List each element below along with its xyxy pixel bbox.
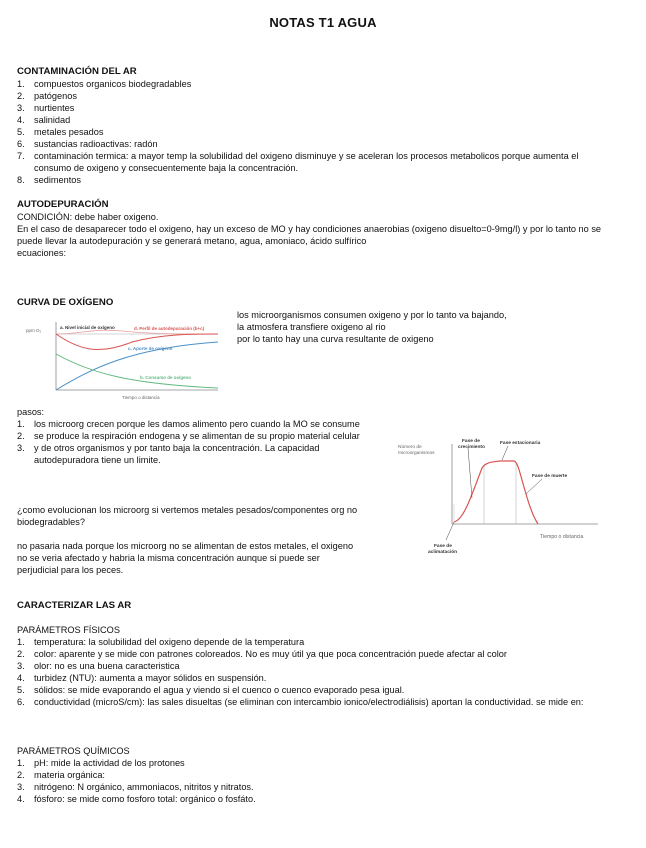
list-item-number: 5. <box>17 685 25 695</box>
curva-line-2: la atmosfera transfiere oxigeno al rio <box>237 322 386 332</box>
list-item-text: conductividad (microS/cm): las sales disueltas (se eliminan con intercambio ionico/electrodiálisis) aportan la conductividad. se mide en: <box>34 697 584 707</box>
list-item-number: 1. <box>17 79 25 89</box>
microbial-growth-diagram <box>396 434 604 562</box>
list-item-text: metales pesados <box>34 127 104 137</box>
list-item <box>17 102 597 114</box>
list-item-number: 2. <box>17 649 25 659</box>
list-item <box>17 442 367 466</box>
list-item <box>17 769 617 781</box>
autodepuracion-ecuaciones: ecuaciones: <box>17 248 67 258</box>
list-item-text: pH: mide la actividad de los protones <box>34 758 185 768</box>
list-item-number: 2. <box>17 431 25 441</box>
list-item-text: nurtientes <box>34 103 75 113</box>
graph2-muerte: Fase de muerte <box>532 474 568 479</box>
list-item <box>17 114 597 126</box>
list-item-number: 7. <box>17 151 25 161</box>
pregunta: ¿como evolucionan los microorg si vertemos metales pesados/componentes org no biodegradables? <box>17 505 358 527</box>
list-item <box>17 418 367 430</box>
graph2-y-label-1: Número de <box>398 445 422 450</box>
list-item-number: 1. <box>17 758 25 768</box>
graph1-label-c: c. Aporte de oxígeno <box>128 346 173 351</box>
curva-line-3: por lo tanto hay una curva resultante de oxigeno <box>237 334 434 344</box>
respuesta: no pasaria nada porque los microorg no se alimentan de estos metales, el oxigeno no se veria afectado y habria la misma concentración aunque si puede ser perjudicial para los peces. <box>17 541 354 575</box>
graph1-label-b: b. Consumo de oxígeno <box>140 375 192 380</box>
graph1-y-label: ppm O₂ <box>26 328 42 333</box>
list-item-text: nitrógeno: N orgánico, ammoniacos, nitritos y nitratos. <box>34 782 254 792</box>
arrow-muerte <box>526 479 542 494</box>
oxygen-consumption-curve <box>56 354 218 388</box>
graph2-crec-1: Fase de <box>462 439 480 444</box>
autodepuracion-condicion: CONDICIÓN: debe haber oxigeno. <box>17 212 159 222</box>
list-item <box>17 636 617 648</box>
list-item-number: 3. <box>17 103 25 113</box>
list-item <box>17 696 617 708</box>
section-heading-contaminacion: CONTAMINACIÓN DEL AR <box>17 66 137 77</box>
list-item-text: materia orgánica: <box>34 770 105 780</box>
graph2-estac: Fase estacionaria <box>500 441 541 446</box>
list-item-text: sólidos: se mide evaporando el agua y viendo si el cuenco o cuenco evaporado pesa igual. <box>34 685 405 695</box>
list-item-number: 5. <box>17 127 25 137</box>
graph2-acli-2: aclimatación <box>428 550 458 555</box>
list-item <box>17 150 597 174</box>
oxygen-sag-diagram <box>22 318 222 402</box>
list-item-text: contaminación termica: a mayor temp la solubilidad del oxigeno disminuye y se aceleran los procesos metabolicos porque aumenta el consumo de oxigeno y consecuentemente baja la concentración. <box>34 151 579 173</box>
curva-line-1: los microorganismos consumen oxigeno y por lo tanto va bajando, <box>237 310 507 320</box>
pasos-list <box>17 418 367 466</box>
list-item-number: 6. <box>17 697 25 707</box>
list-item-number: 2. <box>17 91 25 101</box>
arrow-crecimiento <box>468 448 472 498</box>
list-item <box>17 781 617 793</box>
list-item-text: temperatura: la solubilidad del oxigeno depende de la temperatura <box>34 637 305 647</box>
list-item-number: 1. <box>17 419 25 429</box>
list-item-number: 6. <box>17 139 25 149</box>
list-item-text: color: aparente y se mide con patrones coloreados. No es muy útil ya que poca concentración puede afectar al color <box>34 649 507 659</box>
list-item-text: turbidez (NTU): aumenta a mayor sólidos en suspensión. <box>34 673 267 683</box>
list-item <box>17 138 597 150</box>
growth-curve <box>454 461 538 524</box>
list-item <box>17 174 597 186</box>
list-item-number: 3. <box>17 443 25 453</box>
list-item-number: 4. <box>17 115 25 125</box>
list-item <box>17 793 617 805</box>
autodepuracion-texto: En el caso de desaparecer todo el oxigeno, hay un exceso de MO y hay condiciones anaerobias (oxigeno disuelto=0-9mg/l) y por lo tanto no se puede llevar la autodepuración y se generará metano, agua, amoniaco, ácido sulfírico <box>17 224 602 246</box>
list-item <box>17 660 617 672</box>
list-item <box>17 757 617 769</box>
graph1-label-d: d. Perfil de autodepuración (b+c) <box>134 326 205 331</box>
list-item-text: salinidad <box>34 115 71 125</box>
graph2-x-label: Tiempo o distancia <box>540 534 584 540</box>
list-item-number: 4. <box>17 673 25 683</box>
list-item <box>17 684 617 696</box>
list-item-number: 3. <box>17 661 25 671</box>
list-item-number: 2. <box>17 770 25 780</box>
pasos-label: pasos: <box>17 407 45 417</box>
graph2-y-label-2: microorganismos <box>398 451 435 456</box>
list-item-text: sustancias radioactivas: radón <box>34 139 158 149</box>
contaminacion-list <box>17 78 597 186</box>
list-item-text: patógenos <box>34 91 77 101</box>
graph2-crec-2: crecimiento <box>458 445 485 450</box>
fisicos-list <box>17 636 617 708</box>
list-item-text: y de otros organismos y por tanto baja la concentración. La capacidad autodepuradora tiene un limite. <box>34 443 320 465</box>
section-heading-autodepuracion: AUTODEPURACIÓN <box>17 199 109 210</box>
list-item-text: fósforo: se mide como fosforo total: orgánico o fosfáto. <box>34 794 256 804</box>
graph1-label-a: a. Nivel inicial de oxígeno <box>60 325 115 330</box>
graph1-x-label: Tiempo o distancia <box>122 395 160 400</box>
list-item-text: olor: no es una buena caracteristica <box>34 661 180 671</box>
graph2-acli-1: Fase de <box>434 544 452 549</box>
section-heading-curva: CURVA DE OXÍGENO <box>17 297 114 308</box>
arrow-estacionaria <box>502 446 508 460</box>
list-item-number: 1. <box>17 637 25 647</box>
list-item-text: los microorg crecen porque les damos alimento pero cuando la MO se consume <box>34 419 360 429</box>
list-item-number: 4. <box>17 794 25 804</box>
list-item <box>17 90 597 102</box>
list-item <box>17 648 617 660</box>
list-item-text: sedimentos <box>34 175 81 185</box>
list-item-number: 8. <box>17 175 25 185</box>
quimicos-list <box>17 757 617 805</box>
list-item <box>17 78 597 90</box>
page-title: NOTAS T1 AGUA <box>269 15 377 30</box>
arrow-aclimatacion <box>446 522 454 540</box>
fisicos-label: PARÁMETROS FÍSICOS <box>17 625 120 635</box>
list-item-text: se produce la respiración endogena y se alimentan de su propio material celular <box>34 431 360 441</box>
list-item-number: 3. <box>17 782 25 792</box>
quimicos-label: PARÁMETROS QUÍMICOS <box>17 746 130 756</box>
list-item-text: compuestos organicos biodegradables <box>34 79 192 89</box>
section-heading-caracterizar: CARACTERIZAR LAS AR <box>17 600 132 611</box>
list-item <box>17 430 367 442</box>
list-item <box>17 126 597 138</box>
list-item <box>17 672 617 684</box>
